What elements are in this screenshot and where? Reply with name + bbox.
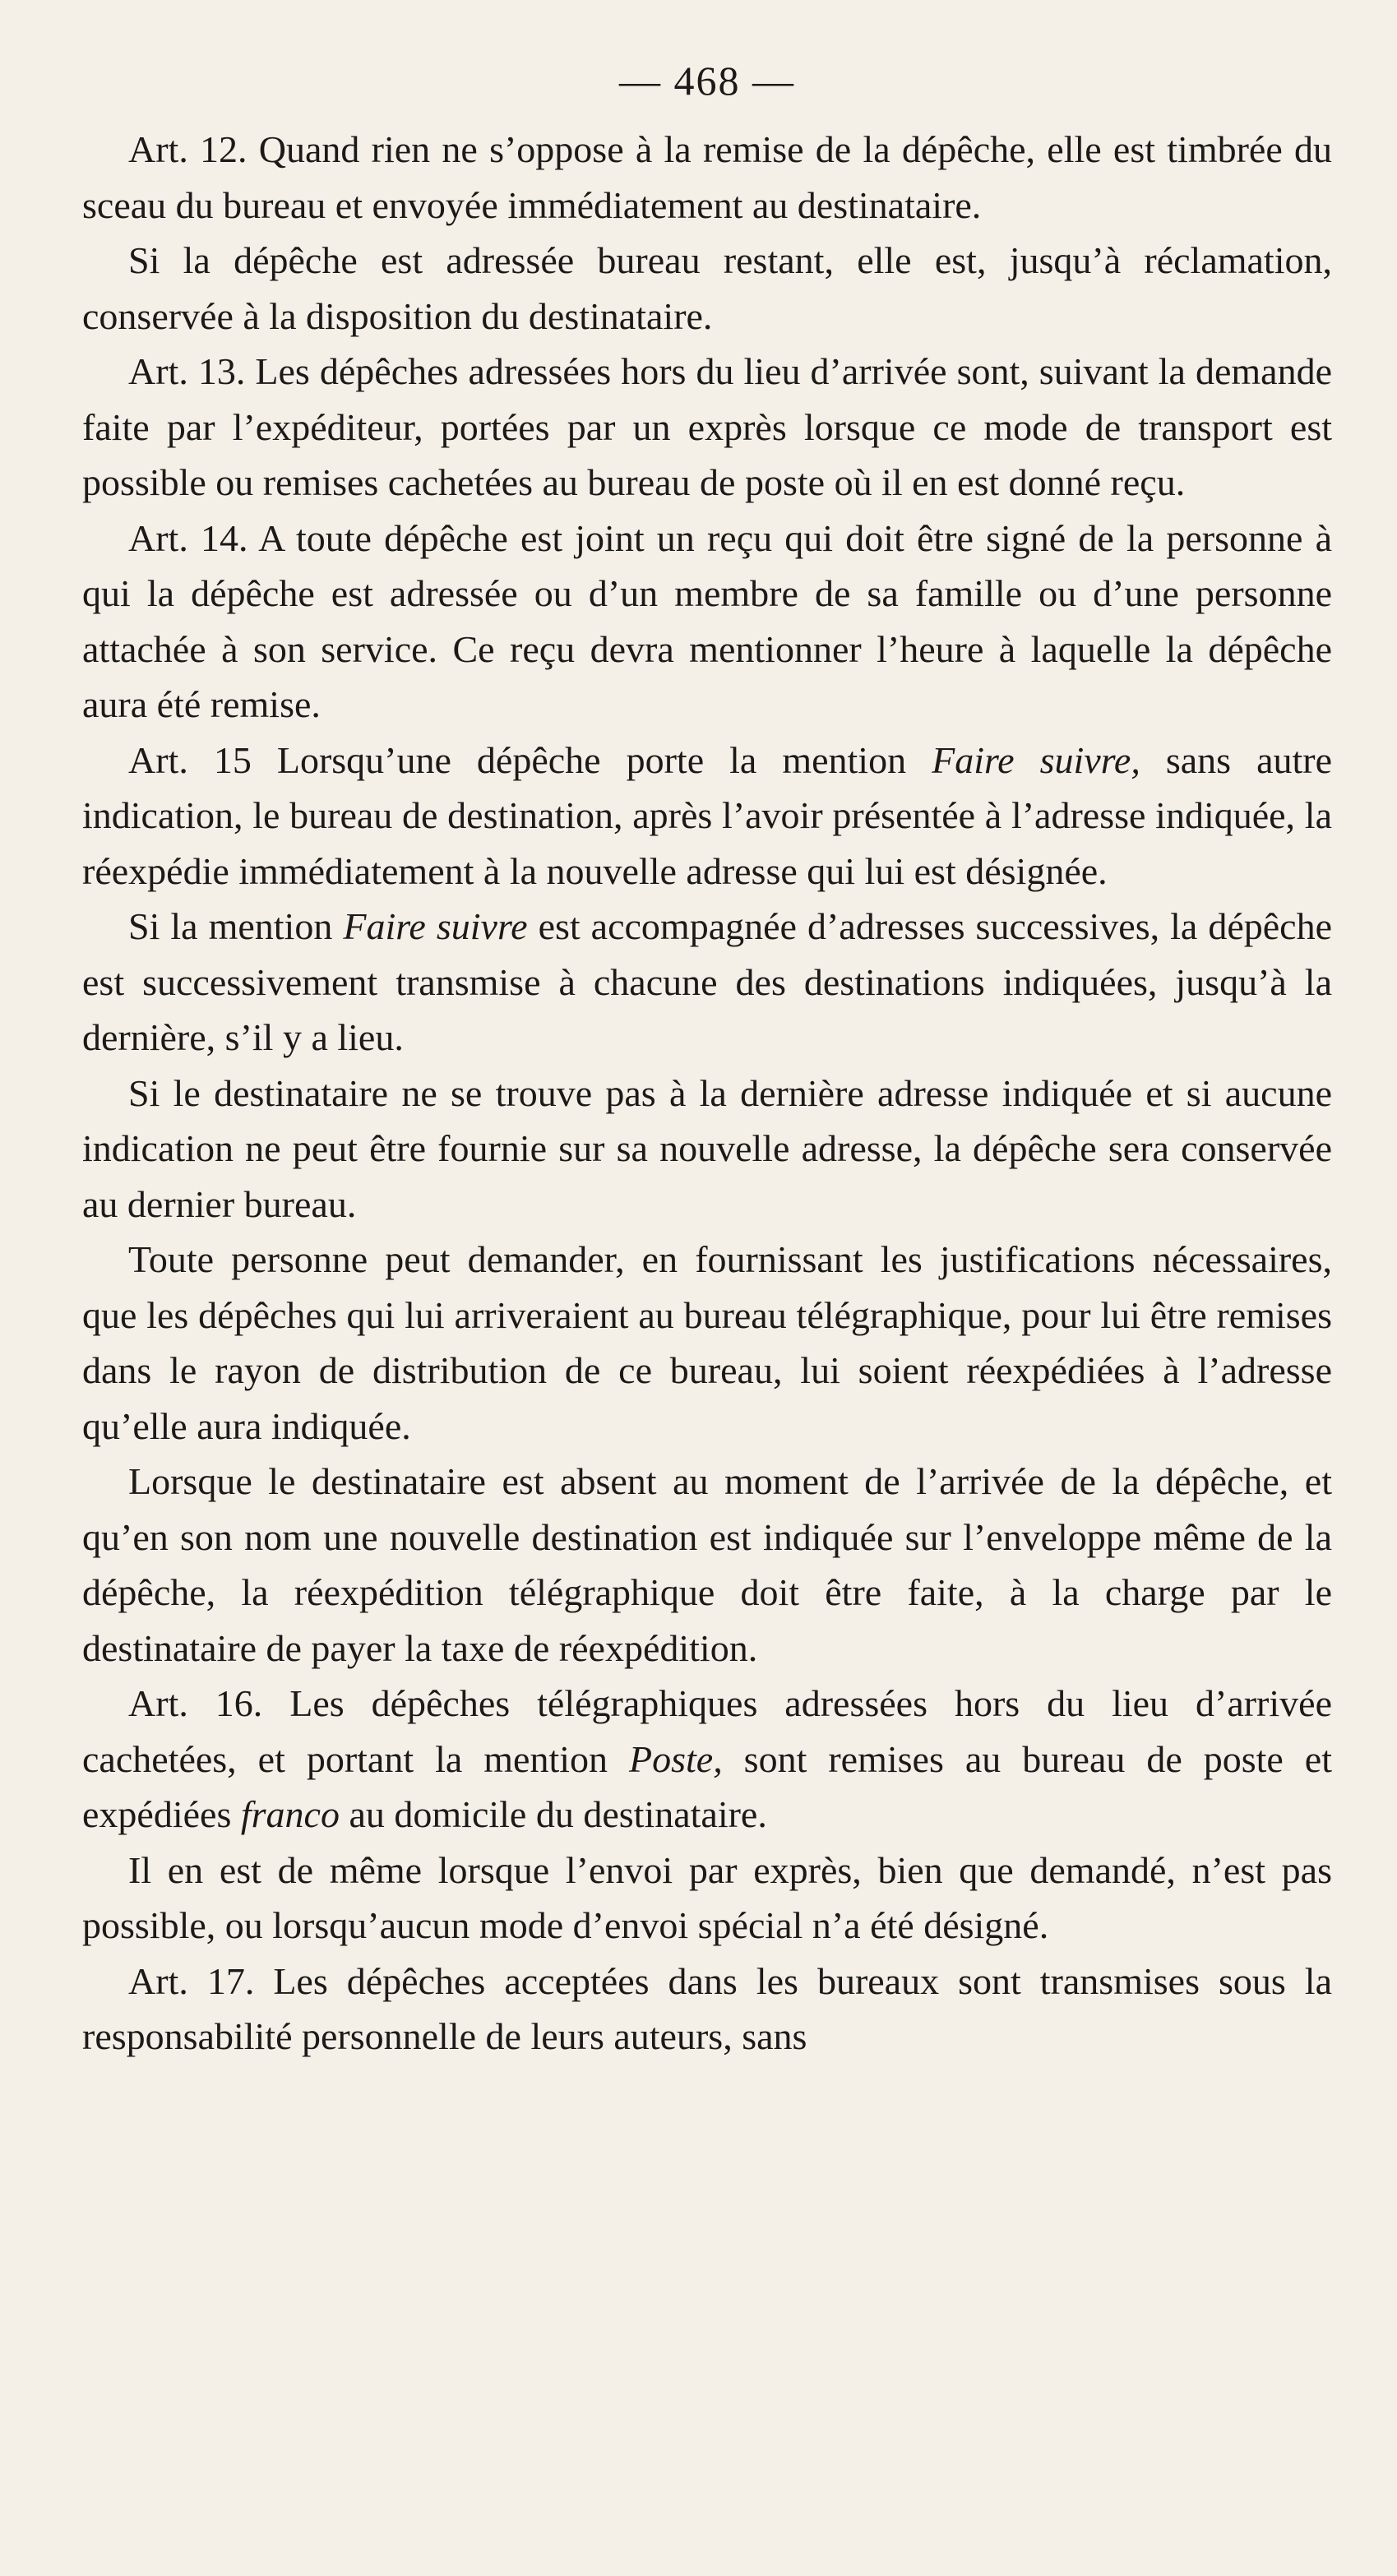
- paragraph: Lorsque le destinataire est absent au moment de l’arrivée de la dépêche, et qu’en son nom une nouvelle destination est indiquée sur l’enveloppe même de la dépêche, la réexpédition télégraphique doit être faite, à la charge par le destinataire de payer la taxe de réexpédition.: [82, 1460, 1332, 1669]
- italic-mention: Faire suivre: [343, 905, 528, 947]
- paragraph: Art. 15 Lorsqu’une dépêche porte la mention Faire suivre, sans autre indication, le bureau de destination, après l’avoir présentée à l’adresse indiquée, la réexpédie immédiatement à la nouvelle adresse qui lui est désignée.: [82, 738, 1333, 892]
- italic-mention: Poste,: [629, 1737, 723, 1780]
- document-page: [82, 39, 1332, 2065]
- paragraph: Art. 16. Les dépêches télégraphiques adressées hors du lieu d’arrivée cachetées, et portant la mention Poste, sont remises au bureau de poste et expédiées franco au domicile du destinataire.: [82, 1682, 1332, 1835]
- italic-mention: Faire suivre,: [932, 738, 1140, 781]
- paragraph: Si la mention Faire suivre est accompagnée d’adresses successives, la dépêche est successivement transmise à chacune des destinations indiquées, jusqu’à la dernière, s’il y a lieu.: [82, 905, 1332, 1058]
- page-number: — 468 —: [619, 58, 795, 104]
- paragraph: Art. 13. Les dépêches adressées hors du lieu d’arrivée sont, suivant la demande faite par l’expéditeur, portées par un exprès lorsque ce mode de transport est possible ou remises cachetées au bureau de poste où il en est donné reçu.: [82, 350, 1332, 503]
- paragraph: Art. 14. A toute dépêche est joint un reçu qui doit être signé de la personne à qui la dépêche est adressée ou d’un membre de sa famille ou d’une personne attachée à son service. Ce reçu devra mentionner l’heure à laquelle la dépêche aura été remise.: [82, 516, 1332, 725]
- paragraph: Il en est de même lorsque l’envoi par exprès, bien que demandé, n’est pas possible, ou lorsqu’aucun mode d’envoi spécial n’a été désigné.: [82, 1848, 1332, 1946]
- paragraph: Art. 17. Les dépêches acceptées dans les bureaux sont transmises sous la responsabilité personnelle de leurs auteurs, sans: [82, 1959, 1332, 2057]
- paragraph: Si le destinataire ne se trouve pas à la dernière adresse indiquée et si aucune indication ne peut être fournie sur sa nouvelle adresse, la dépêche sera conservée au dernier bureau.: [82, 1071, 1332, 1225]
- paragraph: Art. 12. Quand rien ne s’oppose à la remise de la dépêche, elle est timbrée du sceau du bureau et envoyée immédiatement au destinataire.: [82, 128, 1332, 226]
- paragraph: Si la dépêche est adressée bureau restant, elle est, jusqu’à réclamation, conservée à la disposition du destinataire.: [82, 239, 1332, 337]
- paragraph: Toute personne peut demander, en fournissant les justifications nécessaires, que les dépêches qui lui arriveraient au bureau télégraphique, pour lui être remises dans le rayon de distribution de ce bureau, lui soient réexpédiées à l’adresse qu’elle aura indiquée.: [82, 1238, 1332, 1447]
- italic-mention: franco: [240, 1793, 340, 1835]
